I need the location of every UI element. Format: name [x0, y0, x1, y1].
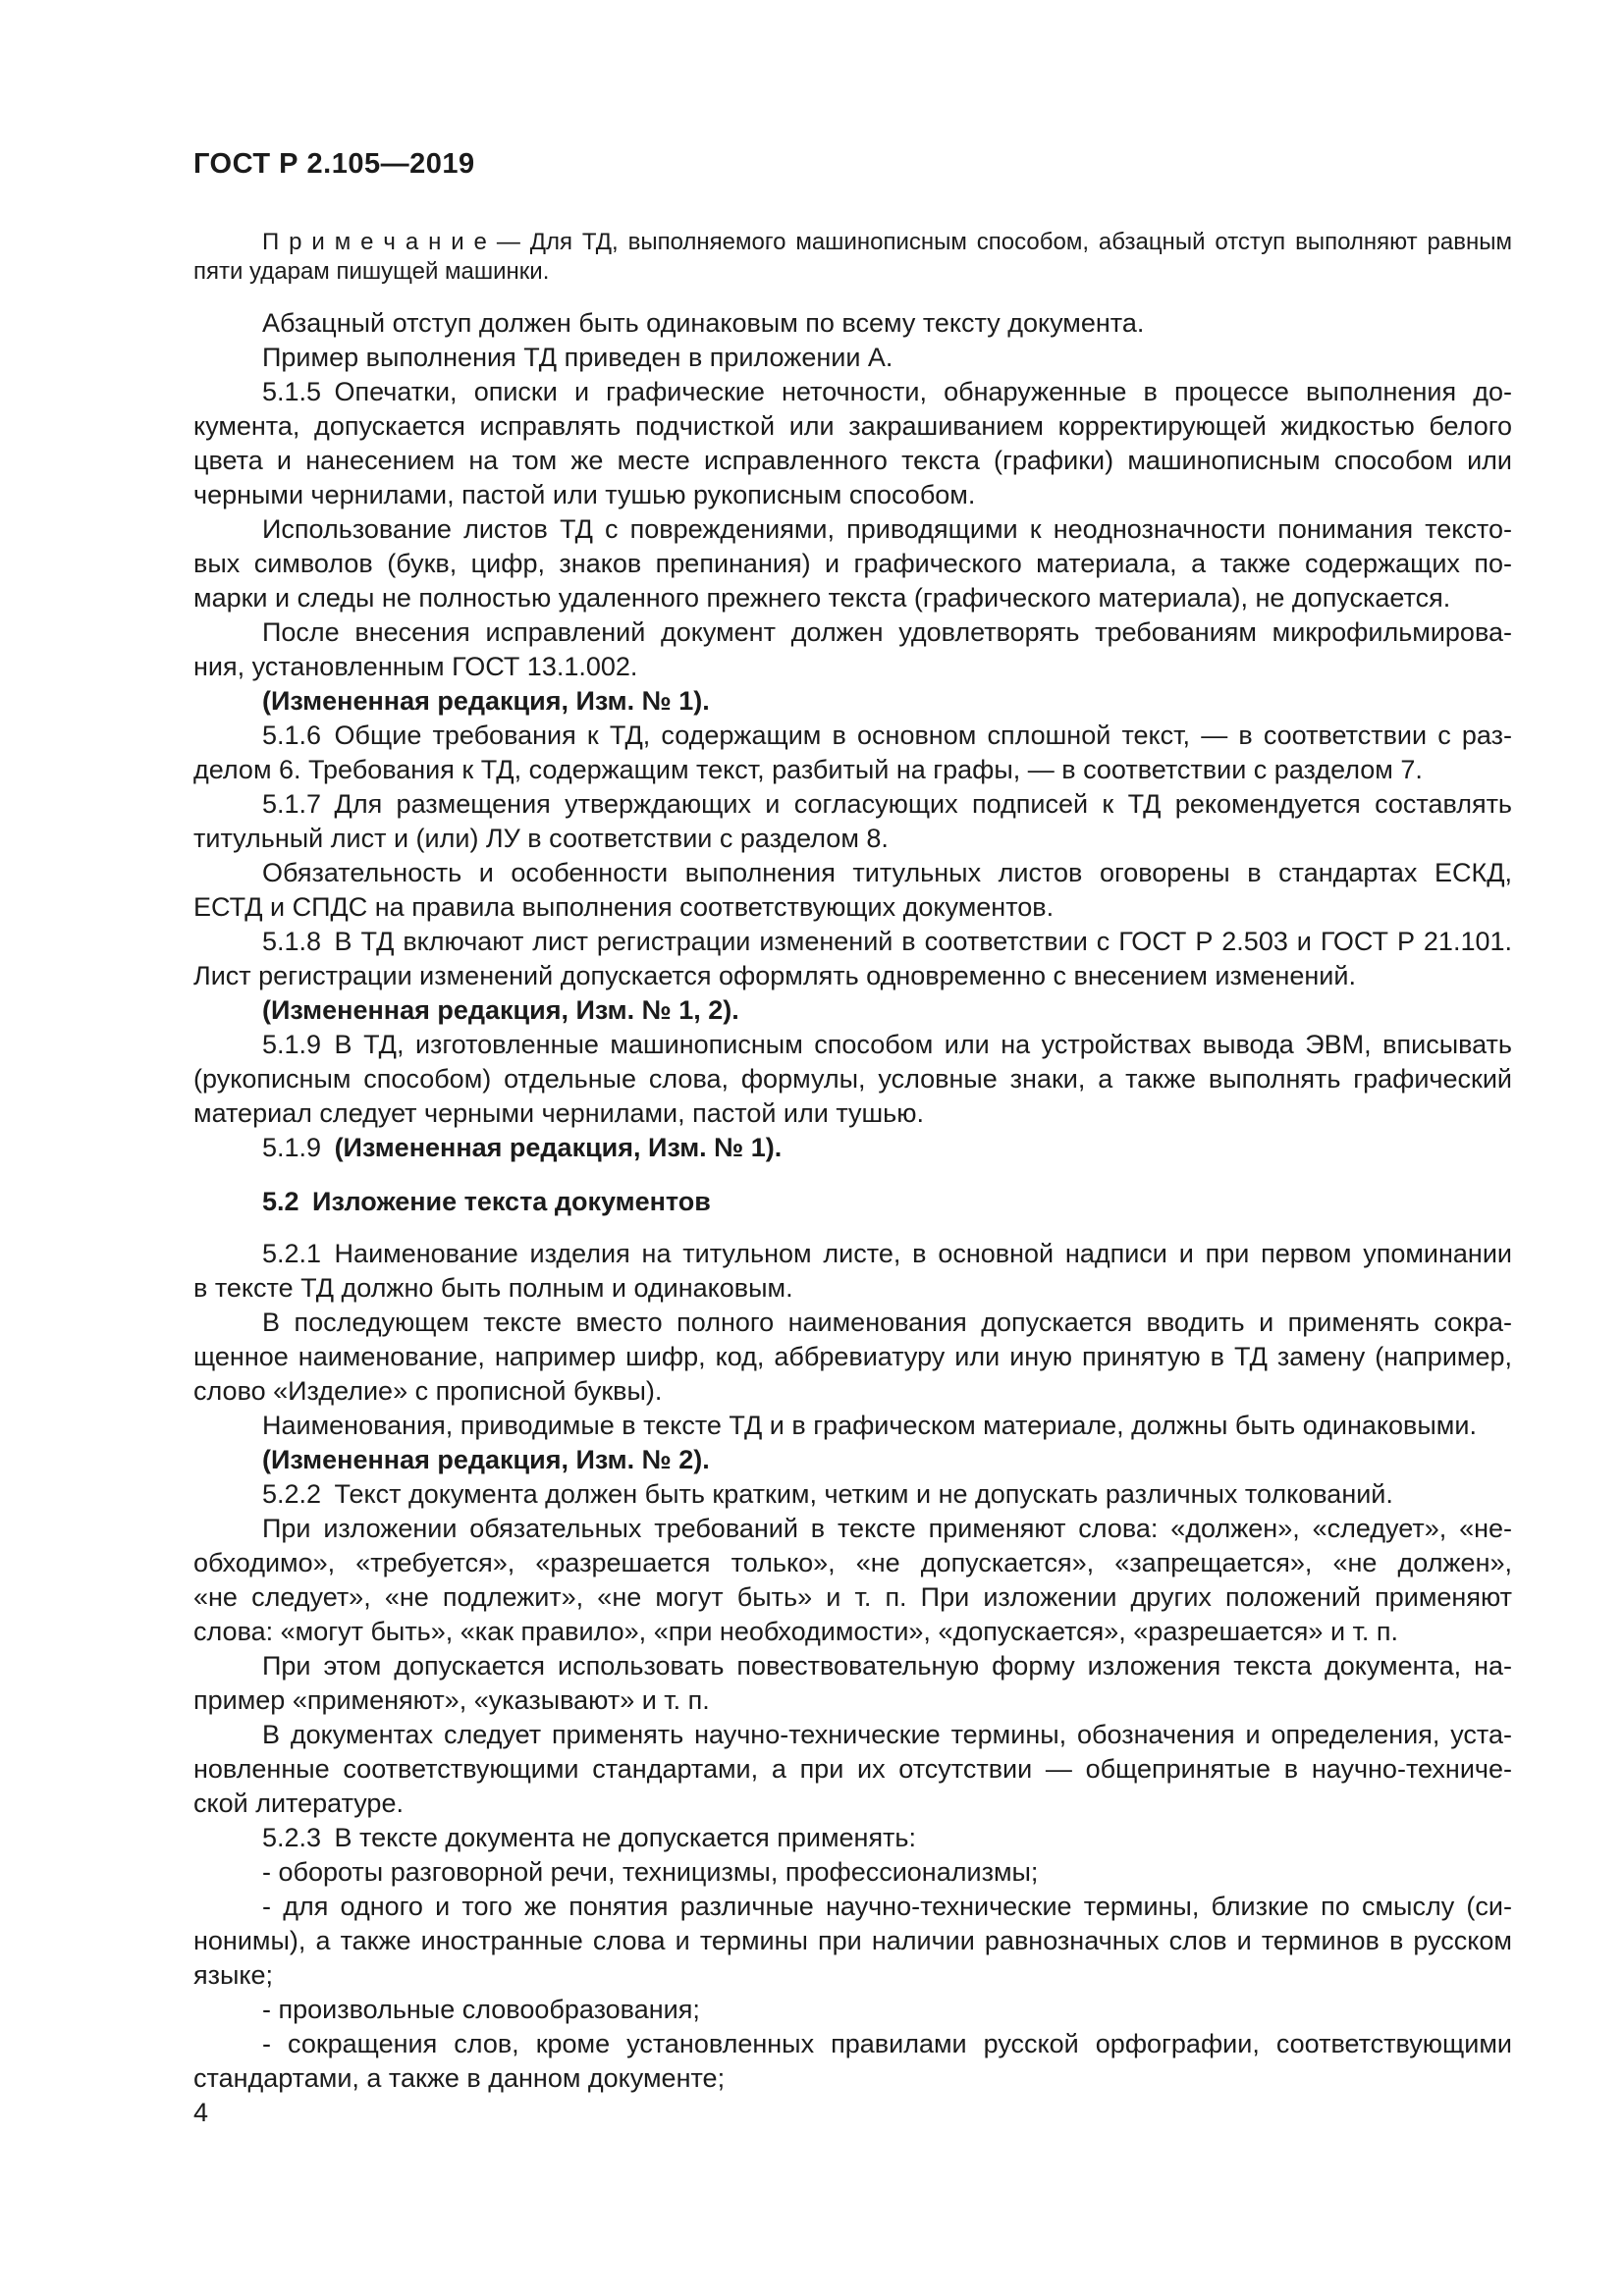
text-line: 5.1.8 В ТД включают лист регистрации изменений в соответствии с ГОСТ Р 2.503 и ГОСТ Р 21.101.	[262, 927, 1512, 956]
text-line: После внесения исправлений документ должен удовлетворять требованиям микрофильмирова-	[262, 617, 1512, 647]
paragraph	[193, 306, 1512, 341]
paragraph	[193, 1443, 1512, 1477]
text-line: ской литературе.	[193, 1789, 404, 1818]
text-line: (рукописным способом) отдельные слова, формулы, условные знаки, а также выполнять графический	[193, 1064, 1512, 1094]
text-line: пример «применяют», «указывают» и т. п.	[193, 1685, 710, 1715]
text-line	[193, 1131, 1512, 1165]
paragraph	[193, 993, 1512, 1028]
paragraph	[193, 787, 1512, 856]
text-line: - произвольные словообразования;	[262, 1995, 700, 2024]
paragraph	[193, 1718, 1512, 1821]
text-line: - сокращения слов, кроме установленных правилами русской орфографии, соответствующими	[262, 2029, 1512, 2058]
paragraph	[193, 684, 1512, 719]
paragraph	[193, 1409, 1512, 1443]
text-line: 5.2.3 В тексте документа не допускается применять:	[262, 1823, 916, 1852]
text-line: в тексте ТД должно быть полным и одинаковым.	[193, 1273, 793, 1303]
paragraph	[193, 1237, 1512, 1306]
paragraph	[193, 2027, 1512, 2096]
text-line: 5.1.6 Общие требования к ТД, содержащим в основном сплошной текст, — в соответствии с раз-	[262, 721, 1512, 750]
text-line: кумента, допускается исправлять подчисткой или закрашиванием корректирующей жидкостью белого	[193, 411, 1512, 441]
text-line: - обороты разговорной речи, техницизмы, профессионализмы;	[262, 1857, 1039, 1887]
paragraph	[193, 856, 1512, 925]
note-paragraph	[193, 228, 1512, 287]
text-line: (Измененная редакция, Изм. № 2).	[262, 1445, 710, 1474]
text-line: (Измененная редакция, Изм. № 1).	[262, 686, 710, 716]
document-body	[193, 228, 1512, 2096]
text-line: 5.1.7 Для размещения утверждающих и согласующих подписей к ТД рекомендуется составлять	[262, 789, 1512, 819]
paragraph	[193, 1649, 1512, 1718]
text-line: «не следует», «не подлежит», «не могут быть» и т. п. При изложении других положений применяют	[193, 1582, 1512, 1612]
text-line: ния, установленным ГОСТ 13.1.002.	[193, 652, 638, 681]
text-line: В последующем тексте вместо полного наименования допускается вводить и применять сокра-	[262, 1308, 1512, 1337]
text-line: Наименования, приводимые в тексте ТД и в графическом материале, должны быть одинаковыми.	[262, 1411, 1477, 1440]
paragraph	[193, 1028, 1512, 1131]
paragraph	[193, 1890, 1512, 1993]
text-line: Пример выполнения ТД приведен в приложении А.	[262, 343, 893, 372]
text-line: слово «Изделие» с прописной буквы).	[193, 1376, 663, 1406]
text-line: материал следует черными чернилами, пастой или тушью.	[193, 1098, 924, 1128]
text-line: 5.1.9 В ТД, изготовленные машинописным способом или на устройствах вывода ЭВМ, вписывать	[262, 1030, 1512, 1059]
paragraph	[193, 1477, 1512, 1512]
text-line: титульный лист и (или) ЛУ в соответствии с разделом 8.	[193, 824, 889, 853]
text-segment: 5.1.9	[262, 1133, 335, 1162]
text-line: марки и следы не полностью удаленного прежнего текста (графического материала), не допускается.	[193, 583, 1451, 613]
text-line: - для одного и того же понятия различные научно-технические термины, близкие по смыслу (си-	[262, 1892, 1512, 1921]
paragraph	[193, 925, 1512, 993]
text-line: пяти ударам пишущей машинки.	[193, 258, 550, 285]
text-line: щенное наименование, например шифр, код, аббревиатуру или иную принятую в ТД замену (например,	[193, 1342, 1512, 1371]
text-line: Лист регистрации изменений допускается оформлять одновременно с внесением изменений.	[193, 961, 1356, 990]
text-line: 5.2.2 Текст документа должен быть кратким, четким и не допускать различных толкований.	[262, 1479, 1393, 1509]
text-line: 5.2.1 Наименование изделия на титульном листе, в основной надписи и при первом упоминании	[262, 1239, 1512, 1268]
text-line: 5.2 Изложение текста документов	[262, 1187, 711, 1216]
text-line: П р и м е ч а н и е — Для ТД, выполняемого машинописным способом, абзацный отступ выполняют равным	[262, 229, 1512, 255]
paragraph	[193, 375, 1512, 512]
text-line: обходимо», «требуется», «разрешается только», «не допускается», «запрещается», «не должен»,	[193, 1548, 1512, 1577]
document-header-title: ГОСТ Р 2.105—2019	[193, 148, 475, 180]
text-line: Использование листов ТД с повреждениями, приводящими к неоднозначности понимания тексто-	[262, 514, 1512, 544]
paragraph	[193, 719, 1512, 787]
text-line: цвета и нанесением на том же месте исправленного текста (графики) машинописным способом или	[193, 446, 1512, 475]
text-line: стандартами, а также в данном документе;	[193, 2063, 726, 2093]
text-line: При изложении обязательных требований в тексте применяют слова: «должен», «следует», «не-	[262, 1514, 1512, 1543]
paragraph	[193, 1131, 1512, 1165]
paragraph	[193, 1306, 1512, 1409]
text-line: делом 6. Требования к ТД, содержащим текст, разбитый на графы, — в соответствии с разделом 7.	[193, 755, 1423, 784]
text-line: В документах следует применять научно-технические термины, обозначения и определения, уста-	[262, 1720, 1512, 1749]
text-line: Обязательность и особенности выполнения титульных листов оговорены в стандартах ЕСКД,	[262, 858, 1512, 887]
paragraph	[193, 615, 1512, 684]
paragraph	[193, 1993, 1512, 2027]
section-heading	[193, 1185, 1512, 1219]
text-line: языке;	[193, 1960, 274, 1990]
text-line: слова: «могут быть», «как правило», «при необходимости», «допускается», «разрешается» и т. п.	[193, 1617, 1399, 1646]
text-line: вых символов (букв, цифр, знаков препинания) и графического материала, а также содержащих по-	[193, 549, 1512, 578]
text-line: 5.1.5 Опечатки, описки и графические неточности, обнаруженные в процессе выполнения до-	[262, 377, 1512, 406]
paragraph	[193, 1855, 1512, 1890]
text-line: новленные соответствующими стандартами, а при их отсутствии — общепринятые в научно-техниче-	[193, 1754, 1512, 1784]
paragraph	[193, 341, 1512, 375]
text-line: (Измененная редакция, Изм. № 1, 2).	[262, 995, 739, 1025]
text-line: Абзацный отступ должен быть одинаковым по всему тексту документа.	[262, 308, 1145, 338]
text-line: черными чернилами, пастой или тушью рукописным способом.	[193, 480, 976, 509]
page-number: 4	[193, 2098, 209, 2127]
text-line: При этом допускается использовать повествовательную форму изложения текста документа, на-	[262, 1651, 1512, 1681]
text-line: ЕСТД и СПДС на правила выполнения соответствующих документов.	[193, 892, 1055, 922]
paragraph	[193, 1821, 1512, 1855]
paragraph	[193, 512, 1512, 615]
paragraph	[193, 1512, 1512, 1649]
text-line: нонимы), а также иностранные слова и термины при наличии равнозначных слов и терминов в русском	[193, 1926, 1512, 1955]
bold-text-segment: (Измененная редакция, Изм. № 1).	[334, 1133, 783, 1162]
